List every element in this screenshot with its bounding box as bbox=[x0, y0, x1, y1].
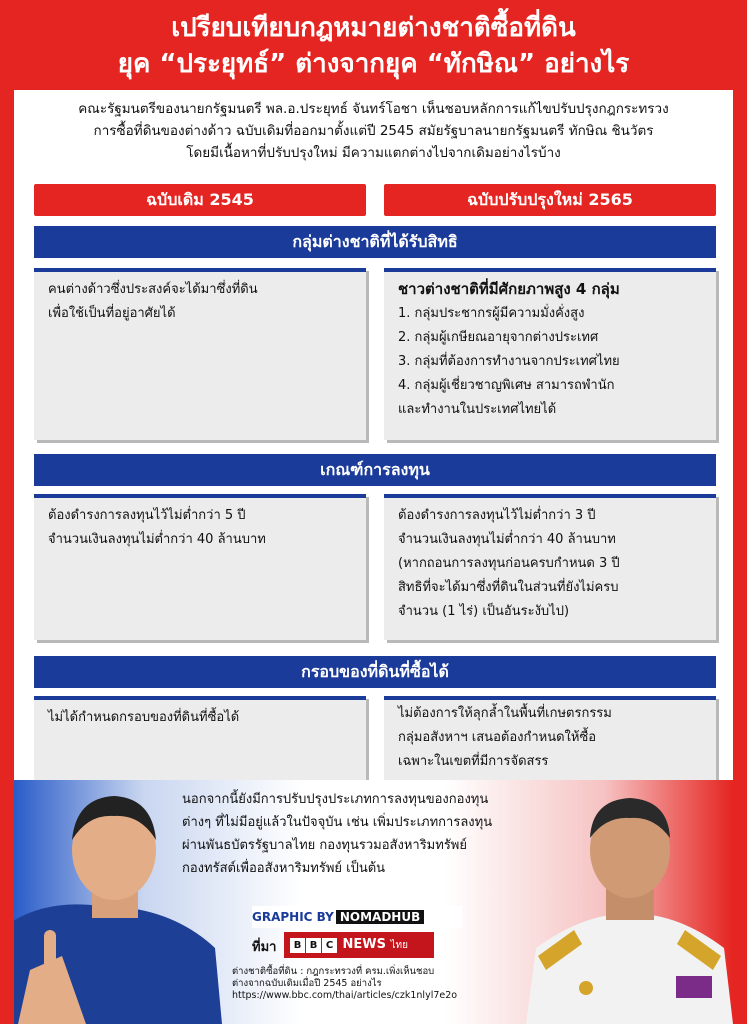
box-line: เพื่อใช้เป็นที่อยู่อาศัยได้ bbox=[48, 306, 176, 321]
intro-line: การซื้อที่ดินของต่างด้าว ฉบับเดิมที่ออกมาตั้งแต่ปี 2545 สมัยรัฐบาลนายกรัฐมนตรี ทักษิณ ชินวัตร bbox=[93, 123, 654, 139]
reference-line: ต่างชาติซื้อที่ดิน : กฎกระทรวงที่ ครม.เพิ่งเห็นชอบ bbox=[232, 966, 435, 977]
box-line: ต้องดำรงการลงทุนไว้ไม่ต่ำกว่า 3 ปี bbox=[398, 508, 596, 523]
source-label: ที่มา bbox=[252, 940, 277, 955]
reference-line: ต่างจากฉบับเดิมเมื่อปี 2545 อย่างไร bbox=[232, 978, 382, 989]
bbc-letter: B bbox=[290, 938, 305, 953]
page-title-line-2: ยุค “ประยุทธ์” ต่างจากยุค “ทักษิณ” อย่างไร bbox=[117, 49, 630, 79]
graphic-by-label: GRAPHIC BY bbox=[252, 910, 334, 924]
old-investment-box bbox=[34, 494, 366, 640]
content-panel bbox=[14, 90, 733, 1024]
bbc-lang-text: ไทย bbox=[390, 940, 409, 951]
bbc-letter: C bbox=[322, 938, 337, 953]
box-heading: ชาวต่างชาติที่มีศักยภาพสูง 4 กลุ่ม bbox=[398, 280, 620, 298]
old-land-scope-box bbox=[34, 696, 366, 780]
intro-text bbox=[14, 98, 733, 164]
new-land-scope-box bbox=[384, 696, 716, 780]
box-line: จำนวนเงินลงทุนไม่ต่ำกว่า 40 ล้านบาท bbox=[48, 532, 266, 547]
box-line: ไม่ได้กำหนดกรอบของที่ดินที่ซื้อได้ bbox=[48, 710, 240, 725]
box-line: คนต่างด้าวซึ่งประสงค์จะได้มาซึ่งที่ดิน bbox=[48, 282, 258, 297]
new-eligible-box bbox=[384, 268, 716, 440]
section-title-land-scope: กรอบของที่ดินที่ซื้อได้ bbox=[34, 656, 716, 688]
bbc-news-logo bbox=[284, 932, 434, 958]
graphic-credit bbox=[252, 906, 462, 928]
box-line: จำนวน (1 ไร่) เป็นอันระงับไป) bbox=[398, 604, 570, 619]
page-title-line-1: เปรียบเทียบกฎหมายต่างชาติซื้อที่ดิน bbox=[171, 13, 576, 43]
bbc-letter: B bbox=[306, 938, 321, 953]
box-line: สิทธิที่จะได้มาซึ่งที่ดินในส่วนที่ยังไม่ครบ bbox=[398, 580, 619, 595]
reference-text bbox=[232, 966, 532, 1002]
box-line: และทำงานในประเทศไทยได้ bbox=[398, 402, 557, 417]
footer-note-line: ผ่านพันธบัตรรัฐบาลไทย กองทุนรวมอสังหาริมทรัพย์ bbox=[182, 838, 467, 853]
box-line: (หากถอนการลงทุนก่อนครบกำหนด 3 ปี bbox=[398, 556, 620, 571]
box-line: 3. กลุ่มที่ต้องการทำงานจากประเทศไทย bbox=[398, 354, 620, 369]
section-title-eligible-groups: กลุ่มต่างชาติที่ได้รับสิทธิ bbox=[34, 226, 716, 258]
box-line: 4. กลุ่มผู้เชี่ยวชาญพิเศษ สามารถพำนัก bbox=[398, 378, 615, 393]
reference-url[interactable]: https://www.bbc.com/thai/articles/czk1nlyl7e2o bbox=[232, 990, 458, 1001]
old-eligible-box bbox=[34, 268, 366, 440]
box-line: ไม่ต้องการให้ลุกล้ำในพื้นที่เกษตรกรรม bbox=[398, 706, 612, 721]
intro-line: โดยมีเนื้อหาที่ปรับปรุงใหม่ มีความแตกต่างไปจากเดิมอย่างไรบ้าง bbox=[186, 145, 561, 161]
new-investment-box bbox=[384, 494, 716, 640]
box-line: จำนวนเงินลงทุนไม่ต่ำกว่า 40 ล้านบาท bbox=[398, 532, 616, 547]
column-header-old: ฉบับเดิม 2545 bbox=[34, 184, 366, 216]
footer-note-line: ต่างๆ ที่ไม่มีอยู่แล้วในปัจจุบัน เช่น เพิ่มประเภทการลงทุน bbox=[182, 815, 493, 830]
box-line: 2. กลุ่มผู้เกษียณอายุจากต่างประเทศ bbox=[398, 330, 599, 345]
brand-logo-text: NOMADHUB bbox=[336, 910, 424, 924]
box-line: เฉพาะในเขตที่มีการจัดสรร bbox=[398, 754, 549, 769]
footer-note-line: กองทรัสต์เพื่ออสังหาริมทรัพย์ เป็นต้น bbox=[182, 861, 386, 876]
right-portrait-image bbox=[526, 780, 733, 1024]
bottom-area bbox=[14, 780, 733, 1024]
column-header-new: ฉบับปรับปรุงใหม่ 2565 bbox=[384, 184, 716, 216]
bbc-news-text: NEWS bbox=[342, 937, 386, 952]
header bbox=[0, 0, 747, 92]
intro-line: คณะรัฐมนตรีของนายกรัฐมนตรี พล.อ.ประยุทธ์ จันทร์โอชา เห็นชอบหลักการแก้ไขปรับปรุงกฎกระทรวง bbox=[78, 101, 669, 117]
footer-note-line: นอกจากนี้ยังมีการปรับปรุงประเภทการลงทุนของกองทุน bbox=[182, 792, 489, 807]
box-line: กลุ่มอสังหาฯ เสนอต้องกำหนดให้ซื้อ bbox=[398, 730, 597, 745]
box-line: ต้องดำรงการลงทุนไว้ไม่ต่ำกว่า 5 ปี bbox=[48, 508, 246, 523]
box-line: 1. กลุ่มประชากรผู้มีความมั่งคั่งสูง bbox=[398, 306, 585, 321]
section-title-investment-criteria: เกณฑ์การลงทุน bbox=[34, 454, 716, 486]
